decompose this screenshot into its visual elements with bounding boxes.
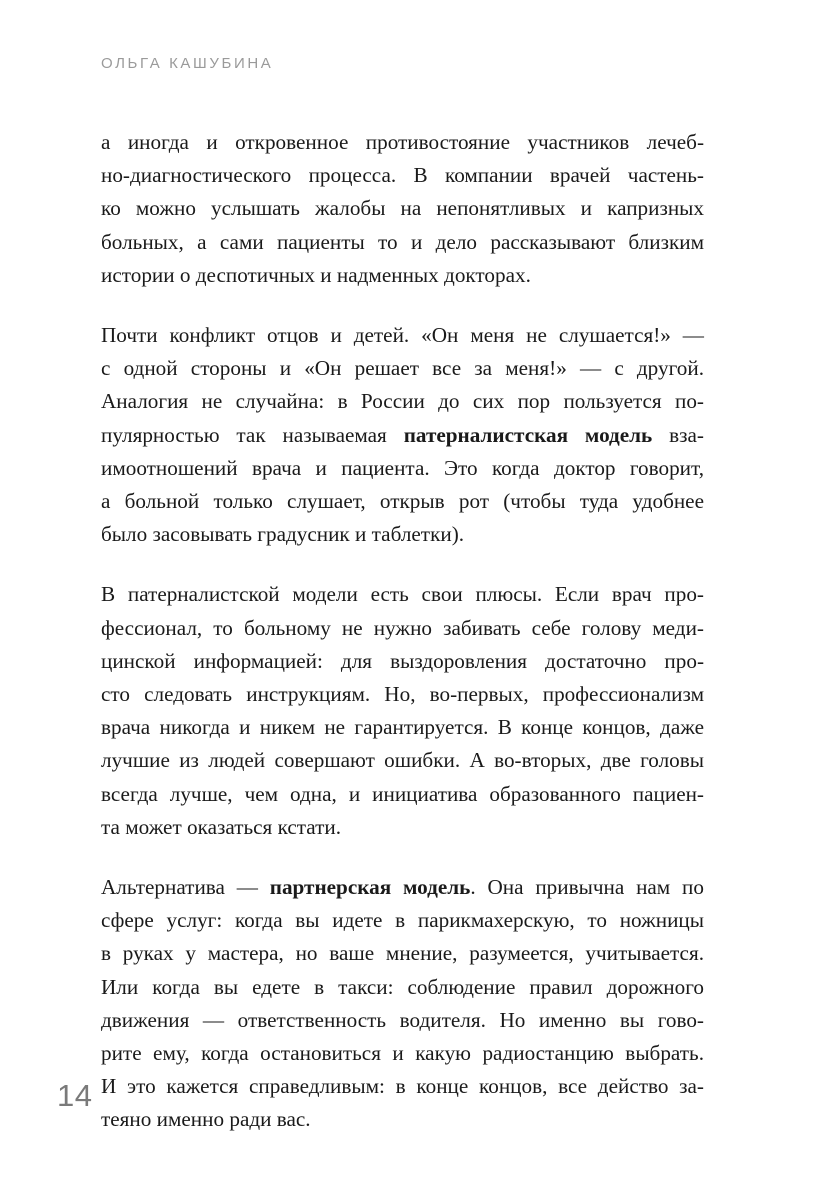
text-line: в руках у мастера, но ваше мнение, разумеется, учитывается.: [101, 941, 704, 966]
text-line: но-диагностического процесса. В компании врачей частень-: [101, 163, 704, 188]
text-line: было засовывать градусник и таблетки).: [101, 522, 465, 547]
text-line: Почти конфликт отцов и детей. «Он меня не слушается!» —: [101, 323, 704, 348]
page-number: 14: [57, 1078, 93, 1113]
text-line: В патерналистской модели есть свои плюсы. Если врач про-: [101, 582, 704, 607]
text-line: истории о деспотичных и надменных докторах.: [101, 262, 531, 287]
paragraph: [101, 319, 704, 551]
text-line: [101, 871, 704, 904]
bold-term-paternalist-model: патерналистская модель: [403, 422, 653, 447]
text-line: [101, 419, 704, 452]
text-line: ко можно услышать жалобы на непонятливых и капризных: [101, 196, 704, 221]
text-line: а больной только слушает, открыв рот (чтобы туда удобнее: [101, 489, 704, 514]
text-line: рите ему, когда остановиться и какую радиостанцию выбрать.: [101, 1041, 704, 1066]
text-run: Альтернатива —: [101, 875, 270, 900]
running-header: ОЛЬГА КАШУБИНА: [101, 55, 274, 72]
bold-term-partner-model: партнерская модель: [269, 875, 471, 900]
text-line: та может оказаться кстати.: [101, 814, 342, 839]
text-run: вза-: [652, 422, 704, 447]
body-text: [101, 126, 704, 1137]
paragraph: [101, 126, 704, 292]
text-line: врача никогда и никем не гарантируется. В конце концов, даже: [101, 715, 704, 740]
text-line: фессионал, то больному не нужно забивать себе голову меди-: [101, 615, 704, 640]
text-line: И это кажется справедливым: в конце концов, все действо за-: [101, 1074, 704, 1099]
text-line: Аналогия не случайна: в России до сих пор пользуется по-: [101, 389, 704, 414]
text-run: пулярностью так называемая: [101, 422, 404, 447]
text-line: лучшие из людей совершают ошибки. А во-вторых, две головы: [101, 748, 704, 773]
paragraph: [101, 578, 704, 844]
text-line: имоотношений врача и пациента. Это когда доктор говорит,: [101, 455, 704, 480]
text-line: сфере услуг: когда вы идете в парикмахерскую, то ножницы: [101, 908, 704, 933]
text-line: цинской информацией: для выздоровления достаточно про-: [101, 648, 704, 673]
paragraph: [101, 871, 704, 1137]
text-line: теяно именно ради вас.: [101, 1107, 311, 1132]
text-line: а иногда и откровенное противостояние участников лечеб-: [101, 130, 704, 154]
text-line: сто следовать инструкциям. Но, во-первых, профессионализм: [101, 682, 704, 707]
text-line: Или когда вы едете в такси: соблюдение правил дорожного: [101, 974, 704, 999]
text-line: движения — ответственность водителя. Но именно вы гово-: [101, 1007, 704, 1032]
text-line: всегда лучше, чем одна, и инициатива образованного пациен-: [101, 781, 704, 806]
text-line: больных, а сами пациенты то и дело рассказывают близким: [101, 229, 704, 254]
text-line: с одной стороны и «Он решает все за меня!» — с другой.: [101, 356, 704, 381]
text-run: . Она привычна нам по: [470, 875, 704, 900]
